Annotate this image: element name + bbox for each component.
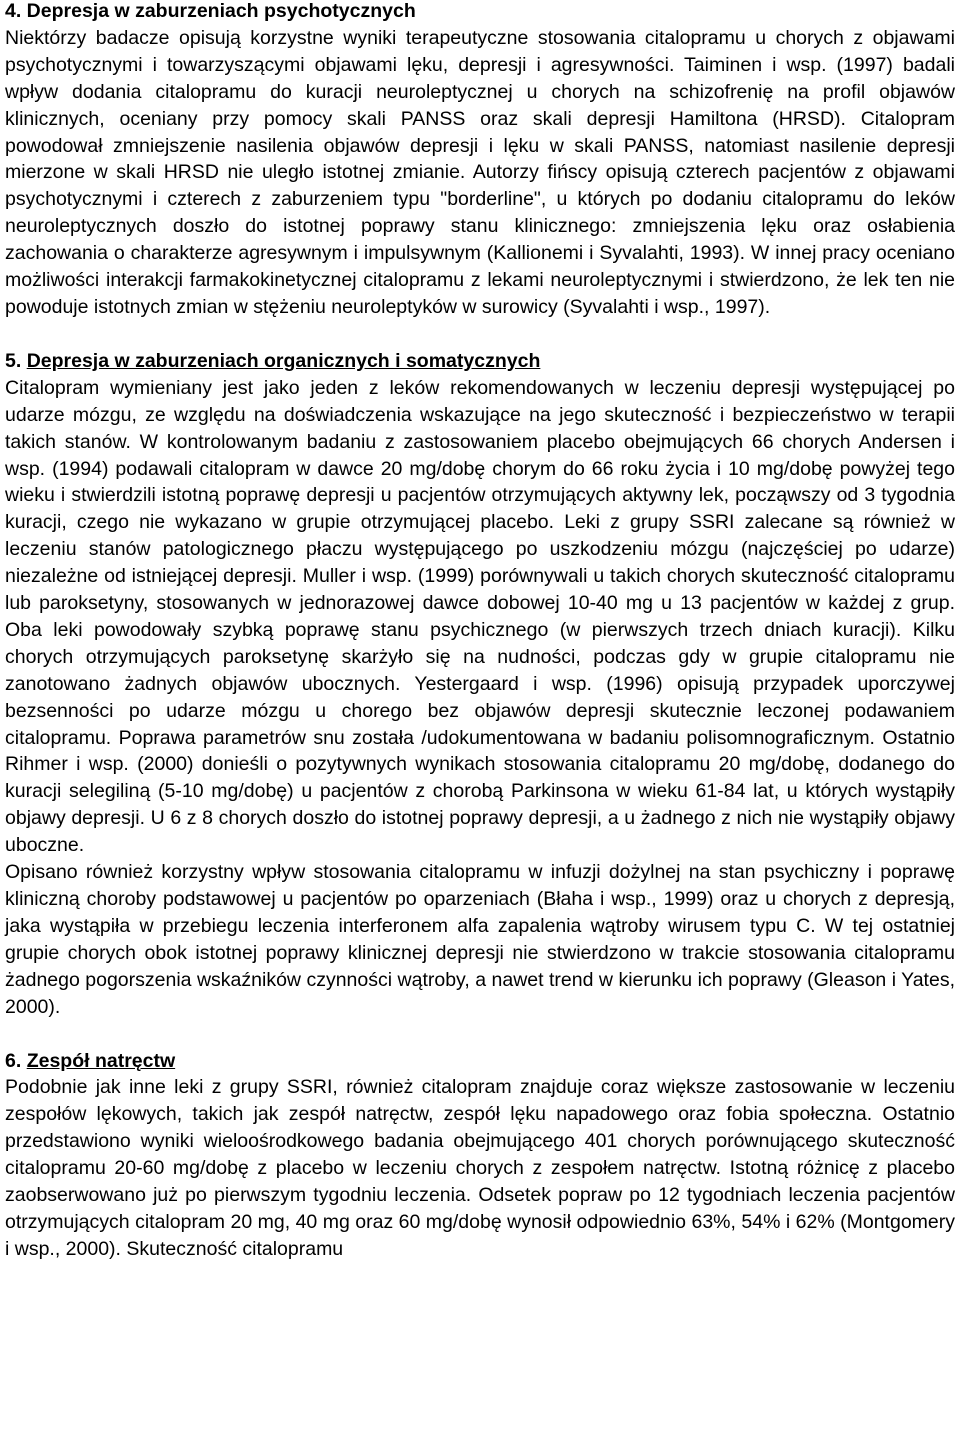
document-page	[5, 0, 955, 1263]
section-5-number: 5.	[5, 349, 22, 372]
section-5-title: Depresja w zaburzeniach organicznych i somatycznych	[26, 349, 541, 372]
section-6-heading	[5, 1048, 955, 1075]
section-6-number: 6.	[5, 1049, 22, 1072]
section-gap	[5, 1021, 955, 1048]
section-5-paragraph-2: Opisano również korzystny wpływ stosowania citalopramu w infuzji dożylnej na stan psychiczny i poprawę kliniczną choroby podstawowej u pacjentów po oparzeniach (Błaha i wsp., 1999) oraz u chorych z depresją, jaka wystąpiła w przebiegu leczenia interferonem alfa zapalenia wątroby wirusem typu C. W tej ostatniej grupie chorych obok istotnej poprawy klinicznej depresji nie stwierdzono w trakcie stosowania citalopramu żadnego pogorszenia wskaźników czynności wątroby, a nawet trend w kierunku ich poprawy (Gleason i Yates, 2000).	[5, 861, 955, 1018]
section-4-paragraph-1: Niektórzy badacze opisują korzystne wyniki terapeutyczne stosowania citalopramu u chorych z objawami psychotycznymi i towarzyszącymi objawami lęku, depresji i agresywności. Taiminen i wsp. (1997) badali wpływ dodania citalopramu do kuracji neuroleptycznej u chorych na schizofrenię na profil objawów klinicznych, oceniany przy pomocy skali PANSS oraz skali depresji Hamiltona (HRSD). Citalopram powodował zmniejszenie nasilenia objawów depresji i lęku w skali PANSS, natomiast nasilenie depresji mierzone w skali HRSD nie uległo istotnej zmianie. Autorzy fińscy opisują czterech pacjentów z objawami psychotycznymi i czterech z zaburzeniem typu "borderline", u których po dodaniu citalopramu do leków neuroleptycznych doszło do istotnej poprawy stanu klinicznego: zmniejszenia lęku oraz osłabienia zachowania o charakterze agresywnym i impulsywnym (Kallionemi i Syvalahti, 1993). W innej pracy oceniano możliwości interakcji farmakokinetycznej citalopramu z lekami neuroleptycznymi i stwierdzono, że lek ten nie powoduje istotnych zmian w stężeniu neuroleptyków w surowicy (Syvalahti i wsp., 1997).	[5, 26, 955, 318]
section-gap	[5, 321, 955, 348]
section-6-paragraph-1: Podobnie jak inne leki z grupy SSRI, również citalopram znajduje coraz większe zastosowanie w leczeniu zespołów lękowych, takich jak zespół natręctw, zespół lęku napadowego oraz fobia społeczna. Ostatnio przedstawiono wyniki wieloośrodkowego badania obejmującego 401 chorych porównującego skuteczność citalopramu 20-60 mg/dobę z placebo w leczeniu chorych z zespołem natręctw. Istotną różnicę z placebo zaobserwowano już po pierwszym tygodniu leczenia. Odsetek popraw po 12 tygodniach leczenia pacjentów otrzymujących citalopram 20 mg, 40 mg oraz 60 mg/dobę wynosił odpowiednio 63%, 54% i 62% (Montgomery i wsp., 2000). Skuteczność citalopramu	[5, 1076, 955, 1260]
section-5-paragraph-1: Citalopram wymieniany jest jako jeden z leków rekomendowanych w leczeniu depresji występującej po udarze mózgu, ze względu na doświadczenia wskazujące na jego skuteczność i bezpieczeństwo w terapii takich stanów. W kontrolowanym badaniu z zastosowaniem placebo obejmujących 66 chorych Andersen i wsp. (1994) podawali citalopram w dawce 20 mg/dobę chorym do 66 roku życia i 10 mg/dobę powyżej tego wieku i stwierdzili istotną poprawę depresji u pacjentów otrzymujących aktywny lek, począwszy od 3 tygodnia kuracji, czego nie wykazano w grupie otrzymującej placebo. Leki z grupy SSRI zalecane są również w leczeniu stanów patologicznego płaczu występującego po uszkodzeniu mózgu (najczęściej po udarze) niezależne od istniejącej depresji. Muller i wsp. (1999) porównywali u takich chorych skuteczność citalopramu lub paroksetyny, stosowanych w jednorazowej dawce dobowej 10-40 mg u 13 pacjentów w każdej z grup. Oba leki powodowały szybką poprawę stanu psychicznego (w pierwszych trzech dniach kuracji). Kilku chorych otrzymujących paroksetynę skarżyło się na nudności, podczas gdy w grupie citalopramu nie zanotowano żadnych objawów ubocznych. Yestergaard i wsp. (1996) opisują przypadek uporczywej bezsenności po udarze mózgu u chorego bez objawów depresji skutecznie leczonej podawaniem citalopramu. Poprawa parametrów snu została /udokumentowana w badaniu polisomnograficznym. Ostatnio Rihmer i wsp. (2000) donieśli o pozytywnych wynikach stosowania citalopramu 20 mg/dobę, dodanego do kuracji selegiliną (5-10 mg/dobę) u pacjentów z chorobą Parkinsona w wieku 61-84 lat, u których wystąpiły objawy depresji. U 6 z 8 chorych doszło do istotnej poprawy depresji, a u żadnego z nich nie wystąpiły objawy uboczne.	[5, 376, 955, 857]
section-6-title: Zespół natręctw	[26, 1049, 176, 1072]
section-5-heading	[5, 348, 955, 375]
section-4-heading: 4. Depresja w zaburzeniach psychotycznych	[5, 0, 416, 22]
